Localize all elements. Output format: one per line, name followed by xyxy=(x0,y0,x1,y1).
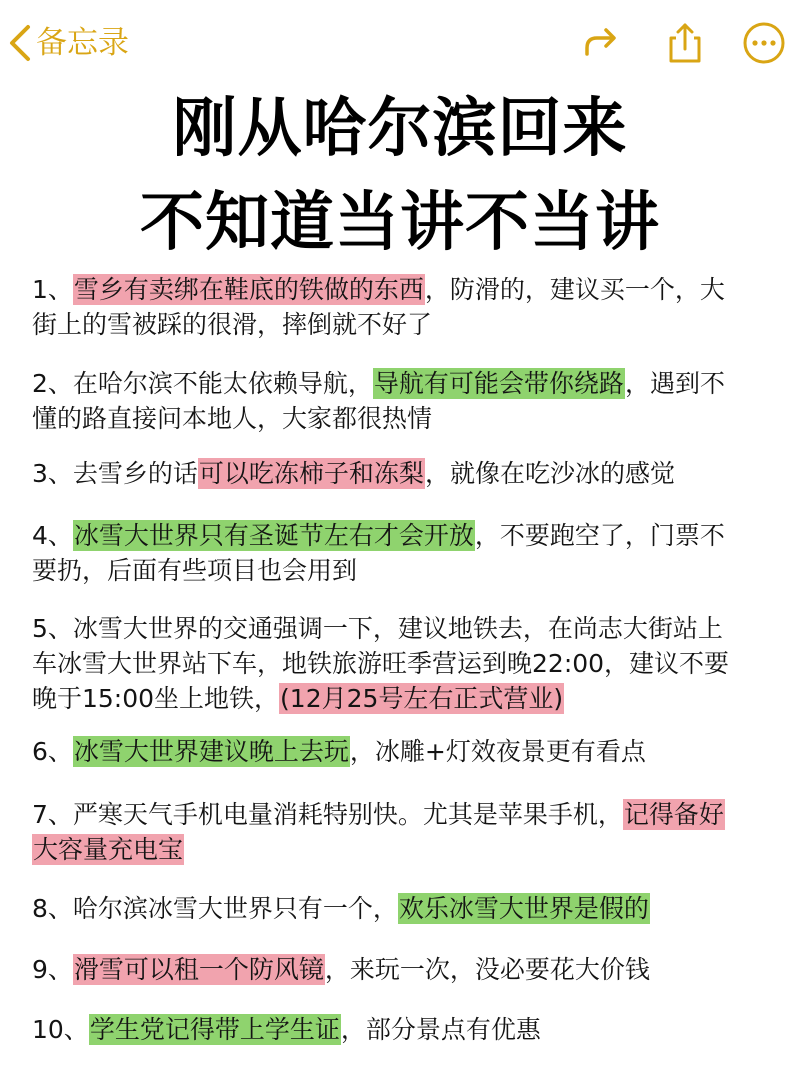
text-segment: 5、冰雪大世界的交通强调一下，建议地铁去，在尚志大街站上 xyxy=(32,614,723,643)
item-line xyxy=(32,272,784,307)
item-line xyxy=(32,832,784,867)
item-line xyxy=(32,734,784,769)
text-segment: ，防滑的，建议买一个，大 xyxy=(424,275,725,304)
redo-button[interactable] xyxy=(578,20,624,66)
item-line xyxy=(32,681,784,716)
note-item-1 xyxy=(32,272,784,342)
note-item-8 xyxy=(32,891,784,926)
more-icon xyxy=(741,20,787,66)
item-line xyxy=(32,952,784,987)
item-line xyxy=(32,797,784,832)
top-toolbar xyxy=(0,0,800,86)
text-segment: ，遇到不 xyxy=(624,369,725,398)
note-item-6 xyxy=(32,734,784,769)
text-segment: 晚于15:00坐上地铁， xyxy=(32,684,280,713)
text-segment: 3、去雪乡的话 xyxy=(32,459,198,488)
note-item-7 xyxy=(32,797,784,867)
highlight-green: 导航有可能会带你绕路 xyxy=(373,369,624,398)
text-segment: 6、 xyxy=(32,737,73,766)
text-segment: ，就像在吃沙冰的感觉 xyxy=(424,459,675,488)
note-item-3 xyxy=(32,456,784,491)
item-line xyxy=(32,611,784,646)
text-segment: 懂的路直接问本地人，大家都很热情 xyxy=(32,404,433,433)
text-segment: 2、在哈尔滨不能太依赖导航， xyxy=(32,369,373,398)
text-segment: 10、 xyxy=(32,1015,89,1044)
item-line xyxy=(32,401,784,436)
item-line xyxy=(32,553,784,588)
text-segment: ，来玩一次，没必要花大价钱 xyxy=(324,955,650,984)
highlight-green: 欢乐冰雪大世界是假的 xyxy=(398,894,649,923)
highlight-green: 学生党记得带上学生证 xyxy=(89,1015,340,1044)
note-item-10 xyxy=(32,1012,784,1047)
item-line xyxy=(32,891,784,926)
highlight-pink: 记得备好 xyxy=(623,800,724,829)
text-segment: 车冰雪大世界站下车，地铁旅游旺季营运到晚22:00，建议不要 xyxy=(32,649,730,678)
redo-icon xyxy=(578,20,624,66)
title-line-1: 刚从哈尔滨回来 xyxy=(172,92,628,166)
highlight-pink: 滑雪可以租一个防风镜 xyxy=(73,955,324,984)
chevron-left-icon xyxy=(6,23,34,63)
highlight-pink: 雪乡有卖绑在鞋底的铁做的东西 xyxy=(73,275,424,304)
text-segment: ，不要跑空了，门票不 xyxy=(474,521,725,550)
note-item-9 xyxy=(32,952,784,987)
item-line xyxy=(32,518,784,553)
text-segment: 4、 xyxy=(32,521,73,550)
item-line xyxy=(32,1012,784,1047)
text-segment: 1、 xyxy=(32,275,73,304)
note-item-2 xyxy=(32,366,784,436)
item-line xyxy=(32,366,784,401)
text-segment: ，部分景点有优惠 xyxy=(340,1015,541,1044)
text-segment: 街上的雪被踩的很滑，摔倒就不好了 xyxy=(32,310,433,339)
text-segment: 8、哈尔滨冰雪大世界只有一个， xyxy=(32,894,398,923)
highlight-pink: 可以吃冻柿子和冻梨 xyxy=(198,459,424,488)
text-segment: 7、严寒天气手机电量消耗特别快。尤其是苹果手机， xyxy=(32,800,623,829)
back-button[interactable] xyxy=(6,16,129,70)
highlight-pink: 大容量充电宝 xyxy=(33,835,184,864)
highlight-pink: (12月25号左右正式营业) xyxy=(280,684,564,713)
note-item-4 xyxy=(32,518,784,588)
note-title xyxy=(0,82,800,270)
share-button[interactable] xyxy=(662,20,708,66)
highlight-green: 冰雪大世界建议晚上去玩 xyxy=(73,737,349,766)
highlight-green: 冰雪大世界只有圣诞节左右才会开放 xyxy=(73,521,474,550)
title-line-2: 不知道当讲不当讲 xyxy=(140,186,660,260)
item-line xyxy=(32,307,784,342)
share-icon xyxy=(662,20,708,66)
text-segment: 要扔，后面有些项目也会用到 xyxy=(32,556,358,585)
item-line xyxy=(32,646,784,681)
more-button[interactable] xyxy=(741,20,787,66)
text-segment: 9、 xyxy=(32,955,73,984)
back-label: 备忘录 xyxy=(36,25,129,61)
note-item-5 xyxy=(32,611,784,716)
item-line xyxy=(32,456,784,491)
text-segment: ，冰雕+灯效夜景更有看点 xyxy=(349,737,646,766)
